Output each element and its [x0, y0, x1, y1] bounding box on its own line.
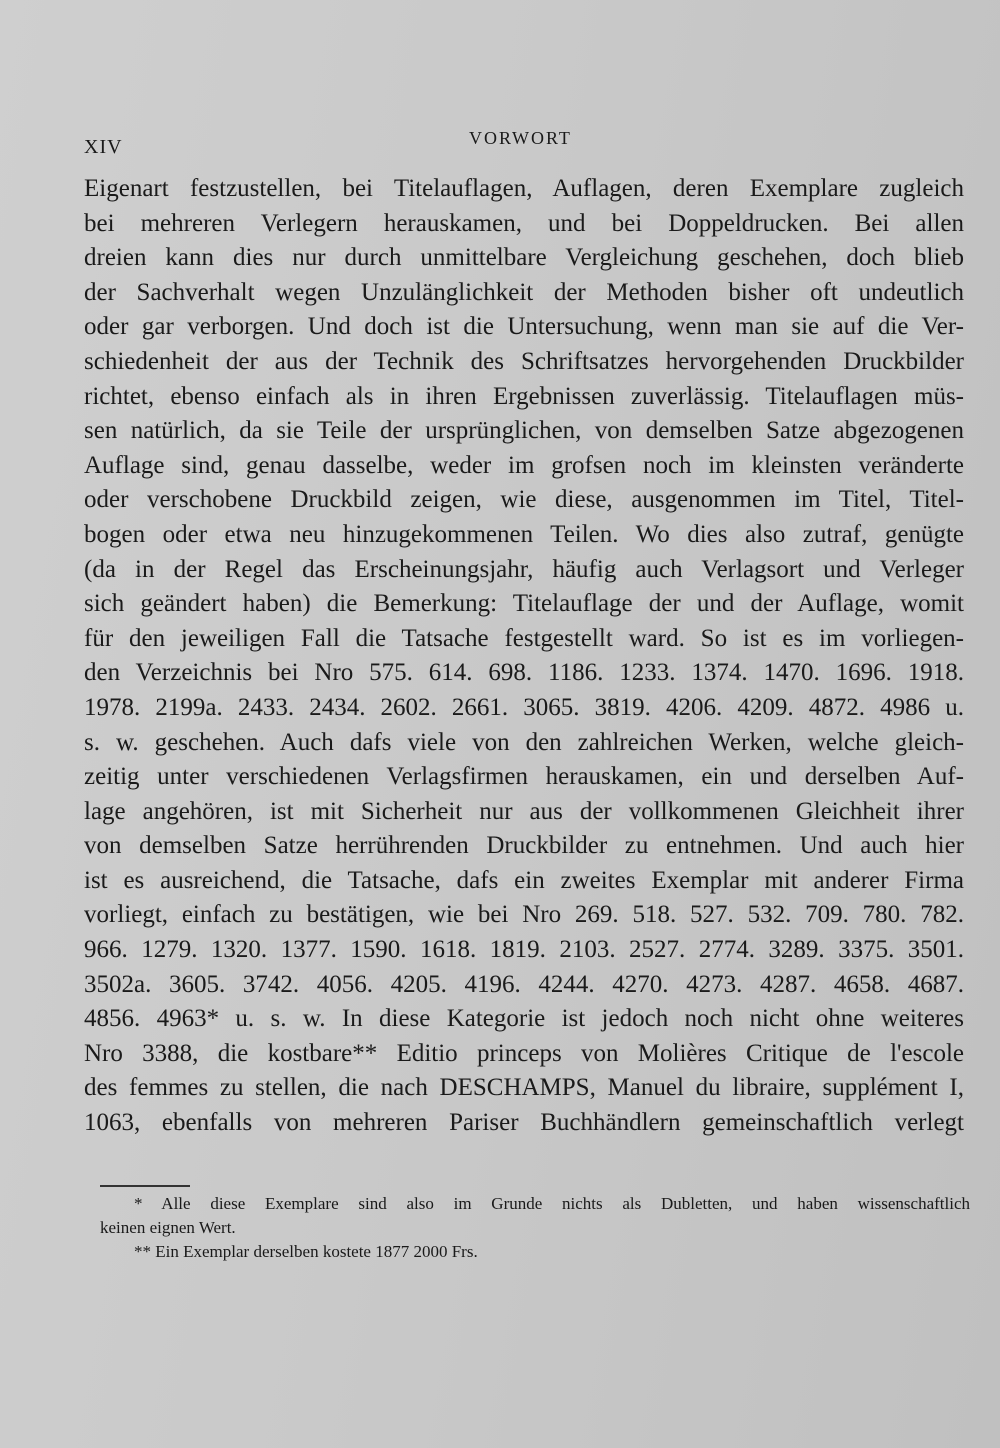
- body-line: bogen oder etwa neu hinzugekommenen Teilen. Wo dies also zutraf, genügte: [84, 520, 964, 548]
- body-line: des femmes zu stellen, die nach DESCHAMPS, Manuel du libraire, supplément I,: [84, 1074, 964, 1102]
- body-line: 966. 1279. 1320. 1377. 1590. 1618. 1819. 2103. 2527. 2774. 3289. 3375. 3501.: [84, 936, 964, 964]
- body-line: 1063, ebenfalls von mehreren Pariser Buchhändlern gemeinschaftlich verlegt: [84, 1109, 964, 1137]
- body-line: schiedenheit der aus der Technik des Schriftsatzes hervorgehenden Druckbilder: [84, 347, 964, 375]
- body-line: zeitig unter verschiedenen Verlagsfirmen herauskamen, ein und derselben Auf-: [84, 763, 964, 791]
- footnote-line: * Alle diese Exemplare sind also im Grunde nichts als Dubletten, und haben wissenschaftlich: [134, 1194, 970, 1213]
- body-line: richtet, ebenso einfach als in ihren Ergebnissen zuverlässig. Titelauflagen müs-: [84, 382, 964, 410]
- body-line: lage angehören, ist mit Sicherheit nur aus der vollkommenen Gleichheit ihrer: [84, 797, 964, 825]
- body-line: den Verzeichnis bei Nro 575. 614. 698. 1186. 1233. 1374. 1470. 1696. 1918.: [84, 659, 964, 687]
- body-line: vorliegt, einfach zu bestätigen, wie bei Nro 269. 518. 527. 532. 709. 780. 782.: [84, 901, 964, 929]
- body-line: bei mehreren Verlegern herauskamen, und bei Doppeldrucken. Bei allen: [84, 209, 964, 237]
- body-line: Eigenart festzustellen, bei Titelauflagen, Auflagen, deren Exemplare zugleich: [84, 175, 964, 202]
- footnote-line: keinen eignen Wert.: [100, 1218, 236, 1237]
- body-line: dreien kann dies nur durch unmittelbare Vergleichung geschehen, doch blieb: [84, 244, 964, 272]
- body-line: ist es ausreichend, die Tatsache, dafs ein zweites Exemplar mit anderer Firma: [84, 866, 964, 894]
- running-head: [84, 128, 940, 158]
- body-line: 3502a. 3605. 3742. 4056. 4205. 4196. 4244. 4270. 4273. 4287. 4658. 4687.: [84, 970, 964, 998]
- footnotes: [100, 1192, 970, 1264]
- body-line: sen natürlich, da sie Teile der ursprünglichen, von demselben Satze abgezogenen: [84, 417, 964, 445]
- running-title: VORWORT: [469, 128, 572, 148]
- body-line: für den jeweiligen Fall die Tatsache festgestellt ward. So ist es im vorliegen-: [84, 624, 964, 652]
- body-line: 1978. 2199a. 2433. 2434. 2602. 2661. 3065. 3819. 4206. 4209. 4872. 4986 u.: [84, 693, 964, 721]
- body-text: [84, 172, 964, 1141]
- body-line: s. w. geschehen. Auch dafs viele von den zahlreichen Werken, welche gleich-: [84, 728, 964, 756]
- footnote-rule: [100, 1185, 190, 1187]
- body-line: Auflage sind, genau dasselbe, weder im grofsen noch im kleinsten veränderte: [84, 451, 964, 479]
- footnote-line: ** Ein Exemplar derselben kostete 1877 2000 Frs.: [134, 1242, 478, 1261]
- body-line: der Sachverhalt wegen Unzulänglichkeit der Methoden bisher oft undeutlich: [84, 278, 964, 306]
- body-line: (da in der Regel das Erscheinungsjahr, häufig auch Verlagsort und Verleger: [84, 555, 964, 583]
- body-line: Nro 3388, die kostbare** Editio princeps von Molières Critique de l'escole: [84, 1039, 964, 1067]
- body-line: sich geändert haben) die Bemerkung: Titelauflage der und der Auflage, womit: [84, 590, 964, 618]
- body-line: von demselben Satze herrührenden Druckbilder zu entnehmen. Und auch hier: [84, 832, 964, 860]
- body-line: 4856. 4963* u. s. w. In diese Kategorie ist jedoch noch nicht ohne weiteres: [84, 1005, 964, 1033]
- body-line: oder verschobene Druckbild zeigen, wie diese, ausgenommen im Titel, Titel-: [84, 486, 964, 514]
- page-number: XIV: [84, 136, 123, 158]
- body-line: oder gar verborgen. Und doch ist die Untersuchung, wenn man sie auf die Ver-: [84, 313, 964, 341]
